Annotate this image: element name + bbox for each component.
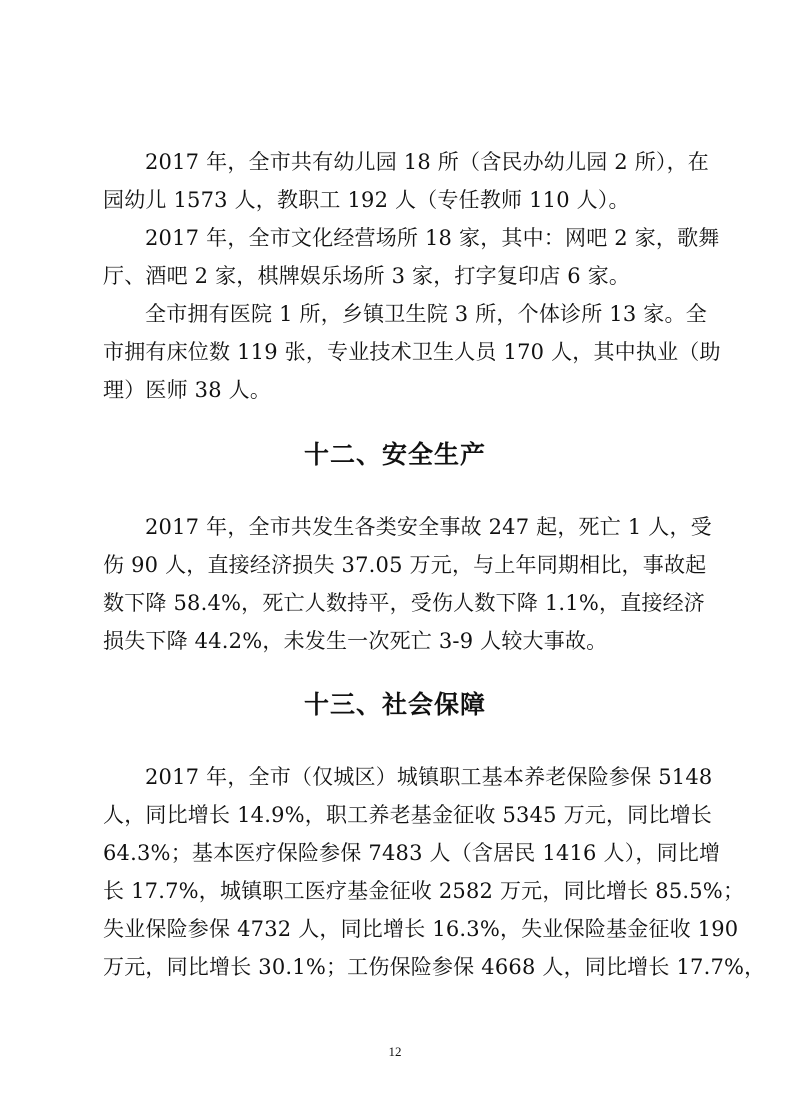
paragraph-line: 损失下降 44.2%，未发生一次死亡 3-9 人较大事故。	[103, 629, 608, 653]
paragraph-line: 2017 年，全市共发生各类安全事故 247 起，死亡 1 人，受	[145, 515, 712, 539]
paragraph-line: 市拥有床位数 119 张，专业技术卫生人员 170 人，其中执业（助	[103, 340, 721, 364]
paragraph-line: 伤 90 人，直接经济损失 37.05 万元，与上年同期相比，事故起	[103, 553, 707, 577]
paragraph-line: 2017 年，全市文化经营场所 18 家，其中：网吧 2 家，歌舞	[145, 226, 720, 250]
paragraph-line: 2017 年，全市共有幼儿园 18 所（含民办幼儿园 2 所），在	[145, 150, 710, 174]
section-heading-safety: 十二、安全生产	[303, 440, 486, 469]
paragraph-line: 失业保险参保 4732 人，同比增长 16.3%，失业保险基金征收 190	[103, 917, 739, 941]
paragraph-line: 厅、酒吧 2 家，棋牌娱乐场所 3 家，打字复印店 6 家。	[103, 264, 631, 288]
page-number: 12	[388, 1044, 402, 1059]
paragraph-line: 数下降 58.4%，死亡人数持平，受伤人数下降 1.1%，直接经济	[103, 591, 706, 615]
paragraph-line: 人，同比增长 14.9%，职工养老基金征收 5345 万元，同比增长	[103, 803, 712, 827]
paragraph-line: 2017 年，全市（仅城区）城镇职工基本养老保险参保 5148	[145, 765, 713, 789]
paragraph-line: 长 17.7%，城镇职工医疗基金征收 2582 万元，同比增长 85.5%；	[103, 879, 745, 903]
paragraph-line: 64.3%；基本医疗保险参保 7483 人（含居民 1416 人），同比增	[103, 841, 721, 865]
paragraph-line: 全市拥有医院 1 所，乡镇卫生院 3 所，个体诊所 13 家。全	[145, 302, 707, 326]
paragraph-line: 万元，同比增长 30.1%；工伤保险参保 4668 人，同比增长 17.7%，	[103, 955, 766, 979]
paragraph-line: 园幼儿 1573 人，教职工 192 人（专任教师 110 人）。	[103, 188, 630, 212]
section-heading-social-security: 十三、社会保障	[303, 690, 486, 719]
paragraph-line: 理）医师 38 人。	[103, 378, 272, 402]
